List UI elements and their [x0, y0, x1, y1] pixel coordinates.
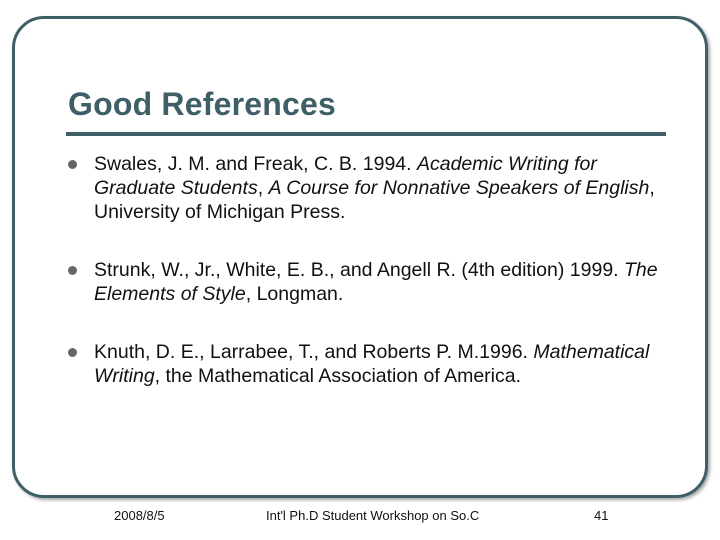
reference-text: Strunk, W., Jr., White, E. B., and Angell R. (4th edition) 1999.: [94, 259, 625, 281]
reference-publisher: , the Mathematical Association of America.: [154, 365, 522, 387]
slide-title: Good References: [68, 86, 336, 122]
reference-item-strunk: [94, 258, 679, 306]
reference-publisher: , Longman.: [245, 283, 344, 305]
bullet-icon: [68, 266, 77, 275]
footer-date: 2008/8/5: [114, 508, 165, 523]
title-underline: [66, 132, 666, 136]
reference-book-title: Mathematical Writing: [94, 341, 650, 387]
reference-book-title: The Elements of Style: [94, 259, 658, 305]
reference-publisher: , University of Michigan Press.: [94, 177, 655, 223]
bullet-icon: [68, 160, 77, 169]
bullet-icon: [68, 348, 77, 357]
reference-book-title: Academic Writing for Graduate Students: [94, 153, 597, 199]
reference-text: Swales, J. M. and Freak, C. B. 1994.: [94, 153, 417, 175]
footer-event: Int'l Ph.D Student Workshop on So.C: [266, 508, 480, 523]
reference-item-swales: [94, 152, 679, 224]
reference-book-subtitle: A Course for Nonnative Speakers of English: [268, 177, 650, 199]
reference-text: Knuth, D. E., Larrabee, T., and Roberts P. M.1996.: [94, 341, 534, 363]
reference-item-knuth: [94, 340, 679, 388]
reference-text: ,: [257, 177, 269, 199]
footer-page-number: 41: [594, 508, 609, 523]
